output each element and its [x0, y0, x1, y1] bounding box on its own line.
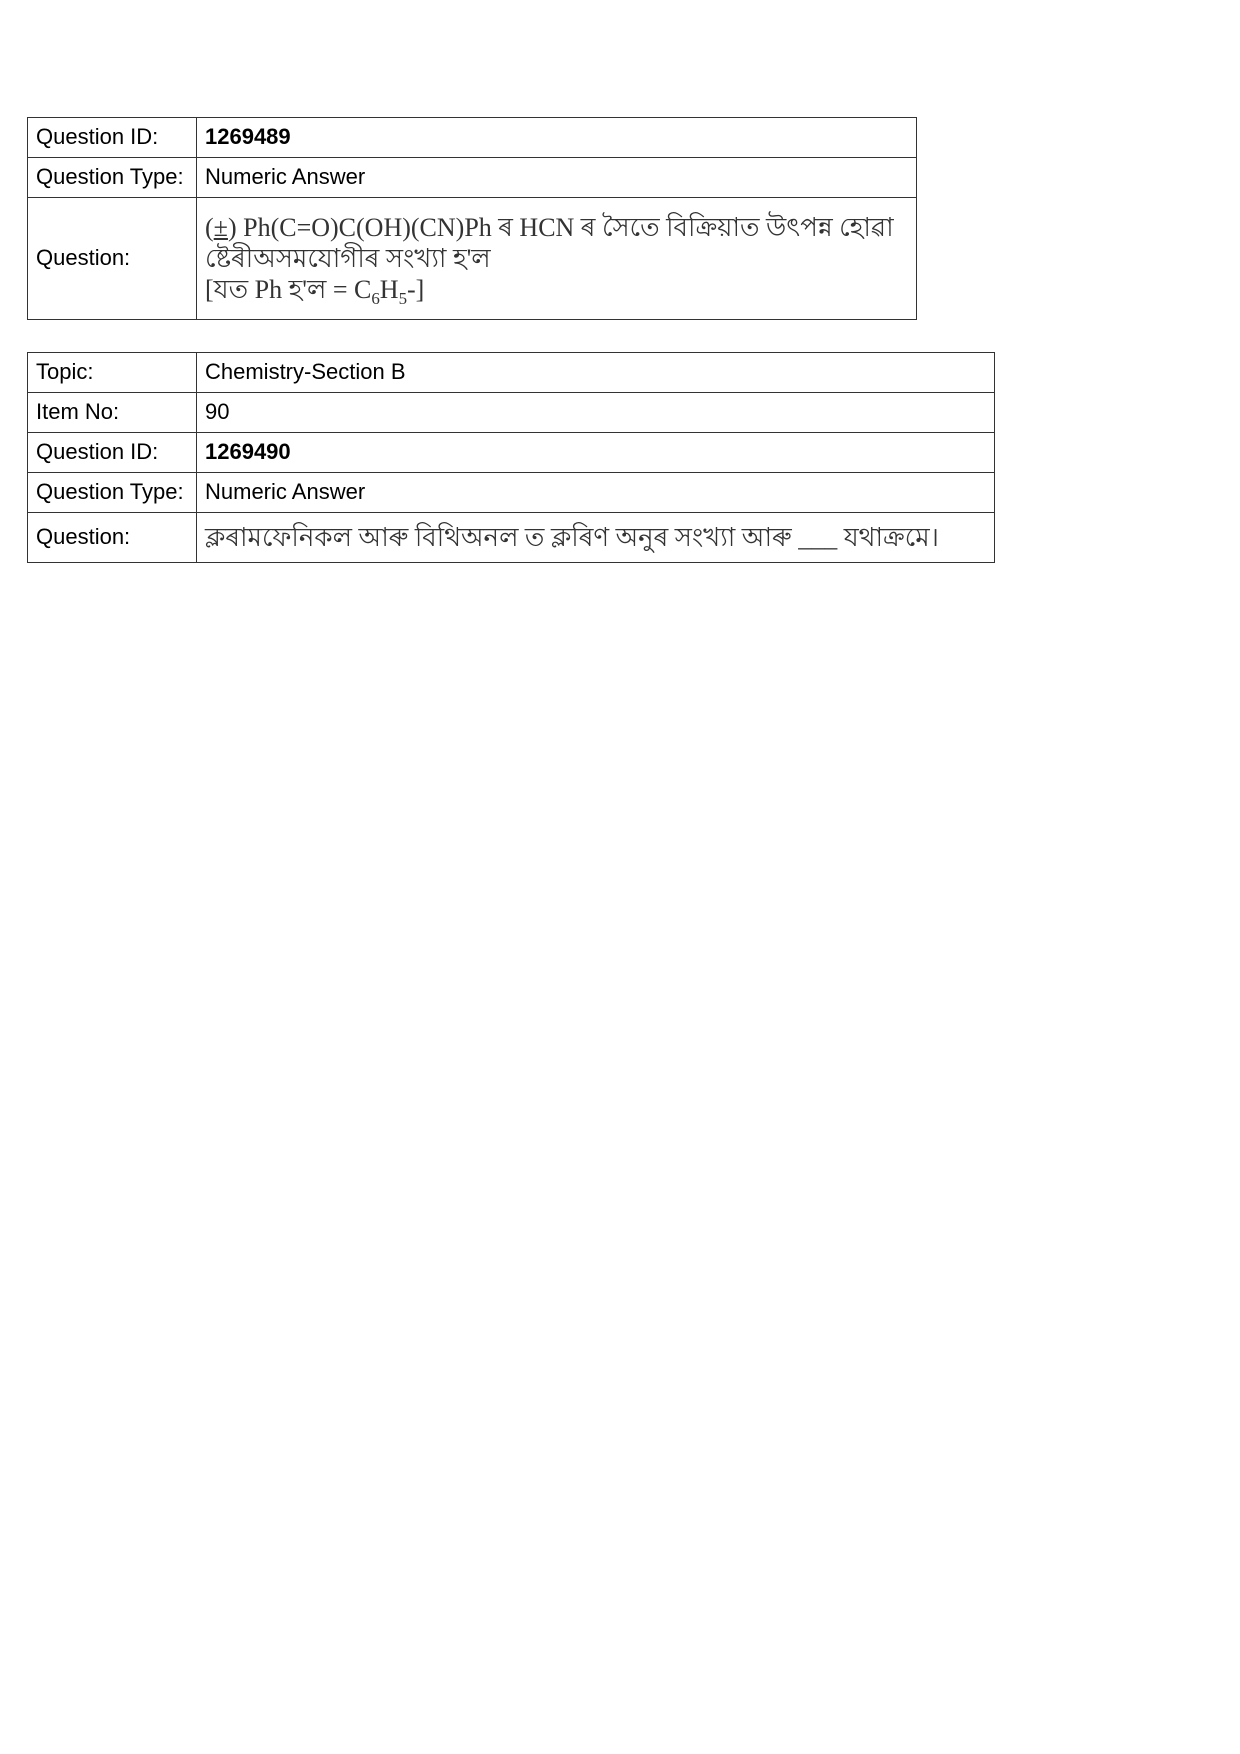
question-line-1 [205, 212, 908, 243]
question-line-1-rest: ) Ph(C=O)C(OH)(CN)Ph ৰ HCN ৰ সৈতে বিক্ৰিয়াত উৎপন্ন হোৱা [227, 212, 894, 242]
question-id-value: 1269489 [197, 118, 917, 158]
question-table-1269489 [27, 117, 917, 320]
question-line-3-mid: H [379, 275, 399, 305]
question-type-row [28, 158, 917, 198]
topic-row [28, 353, 995, 393]
question-id-row [28, 118, 917, 158]
question-id-label: Question ID: [28, 433, 197, 473]
question-type-value: Numeric Answer [197, 473, 995, 513]
subscript-6: 6 [371, 289, 380, 308]
question-id-row [28, 433, 995, 473]
question-text: ক্লৰামফেনিকল আৰু বিথিঅনল ত ক্লৰিণ অনুৰ সংখ্যা আৰু ___ যথাক্ৰমে। [197, 513, 995, 563]
question-line-1-prefix: ( [205, 212, 214, 242]
question-id-label: Question ID: [28, 118, 197, 158]
question-label: Question: [28, 513, 197, 563]
topic-label: Topic: [28, 353, 197, 393]
question-table-1269490 [27, 352, 995, 563]
item-no-row [28, 393, 995, 433]
question-row [28, 198, 917, 320]
subscript-5: 5 [398, 289, 408, 308]
topic-value: Chemistry-Section B [197, 353, 995, 393]
question-type-row [28, 473, 995, 513]
question-type-label: Question Type: [28, 158, 197, 198]
item-no-value: 90 [197, 393, 995, 433]
question-row [28, 513, 995, 563]
question-line-3-prefix: [যত Ph হ'ল = C [205, 275, 372, 305]
item-no-label: Item No: [28, 393, 197, 433]
question-line-3 [205, 274, 908, 308]
plus-minus-symbol: ± [213, 212, 228, 242]
question-type-label: Question Type: [28, 473, 197, 513]
question-label: Question: [28, 198, 197, 320]
question-line-3-suffix: -] [407, 275, 425, 305]
question-type-value: Numeric Answer [197, 158, 917, 198]
question-line-2: ষ্টেৰীঅসমযোগীৰ সংখ্যা হ'ল [205, 243, 491, 273]
question-id-value: 1269490 [197, 433, 995, 473]
question-text [197, 198, 917, 320]
